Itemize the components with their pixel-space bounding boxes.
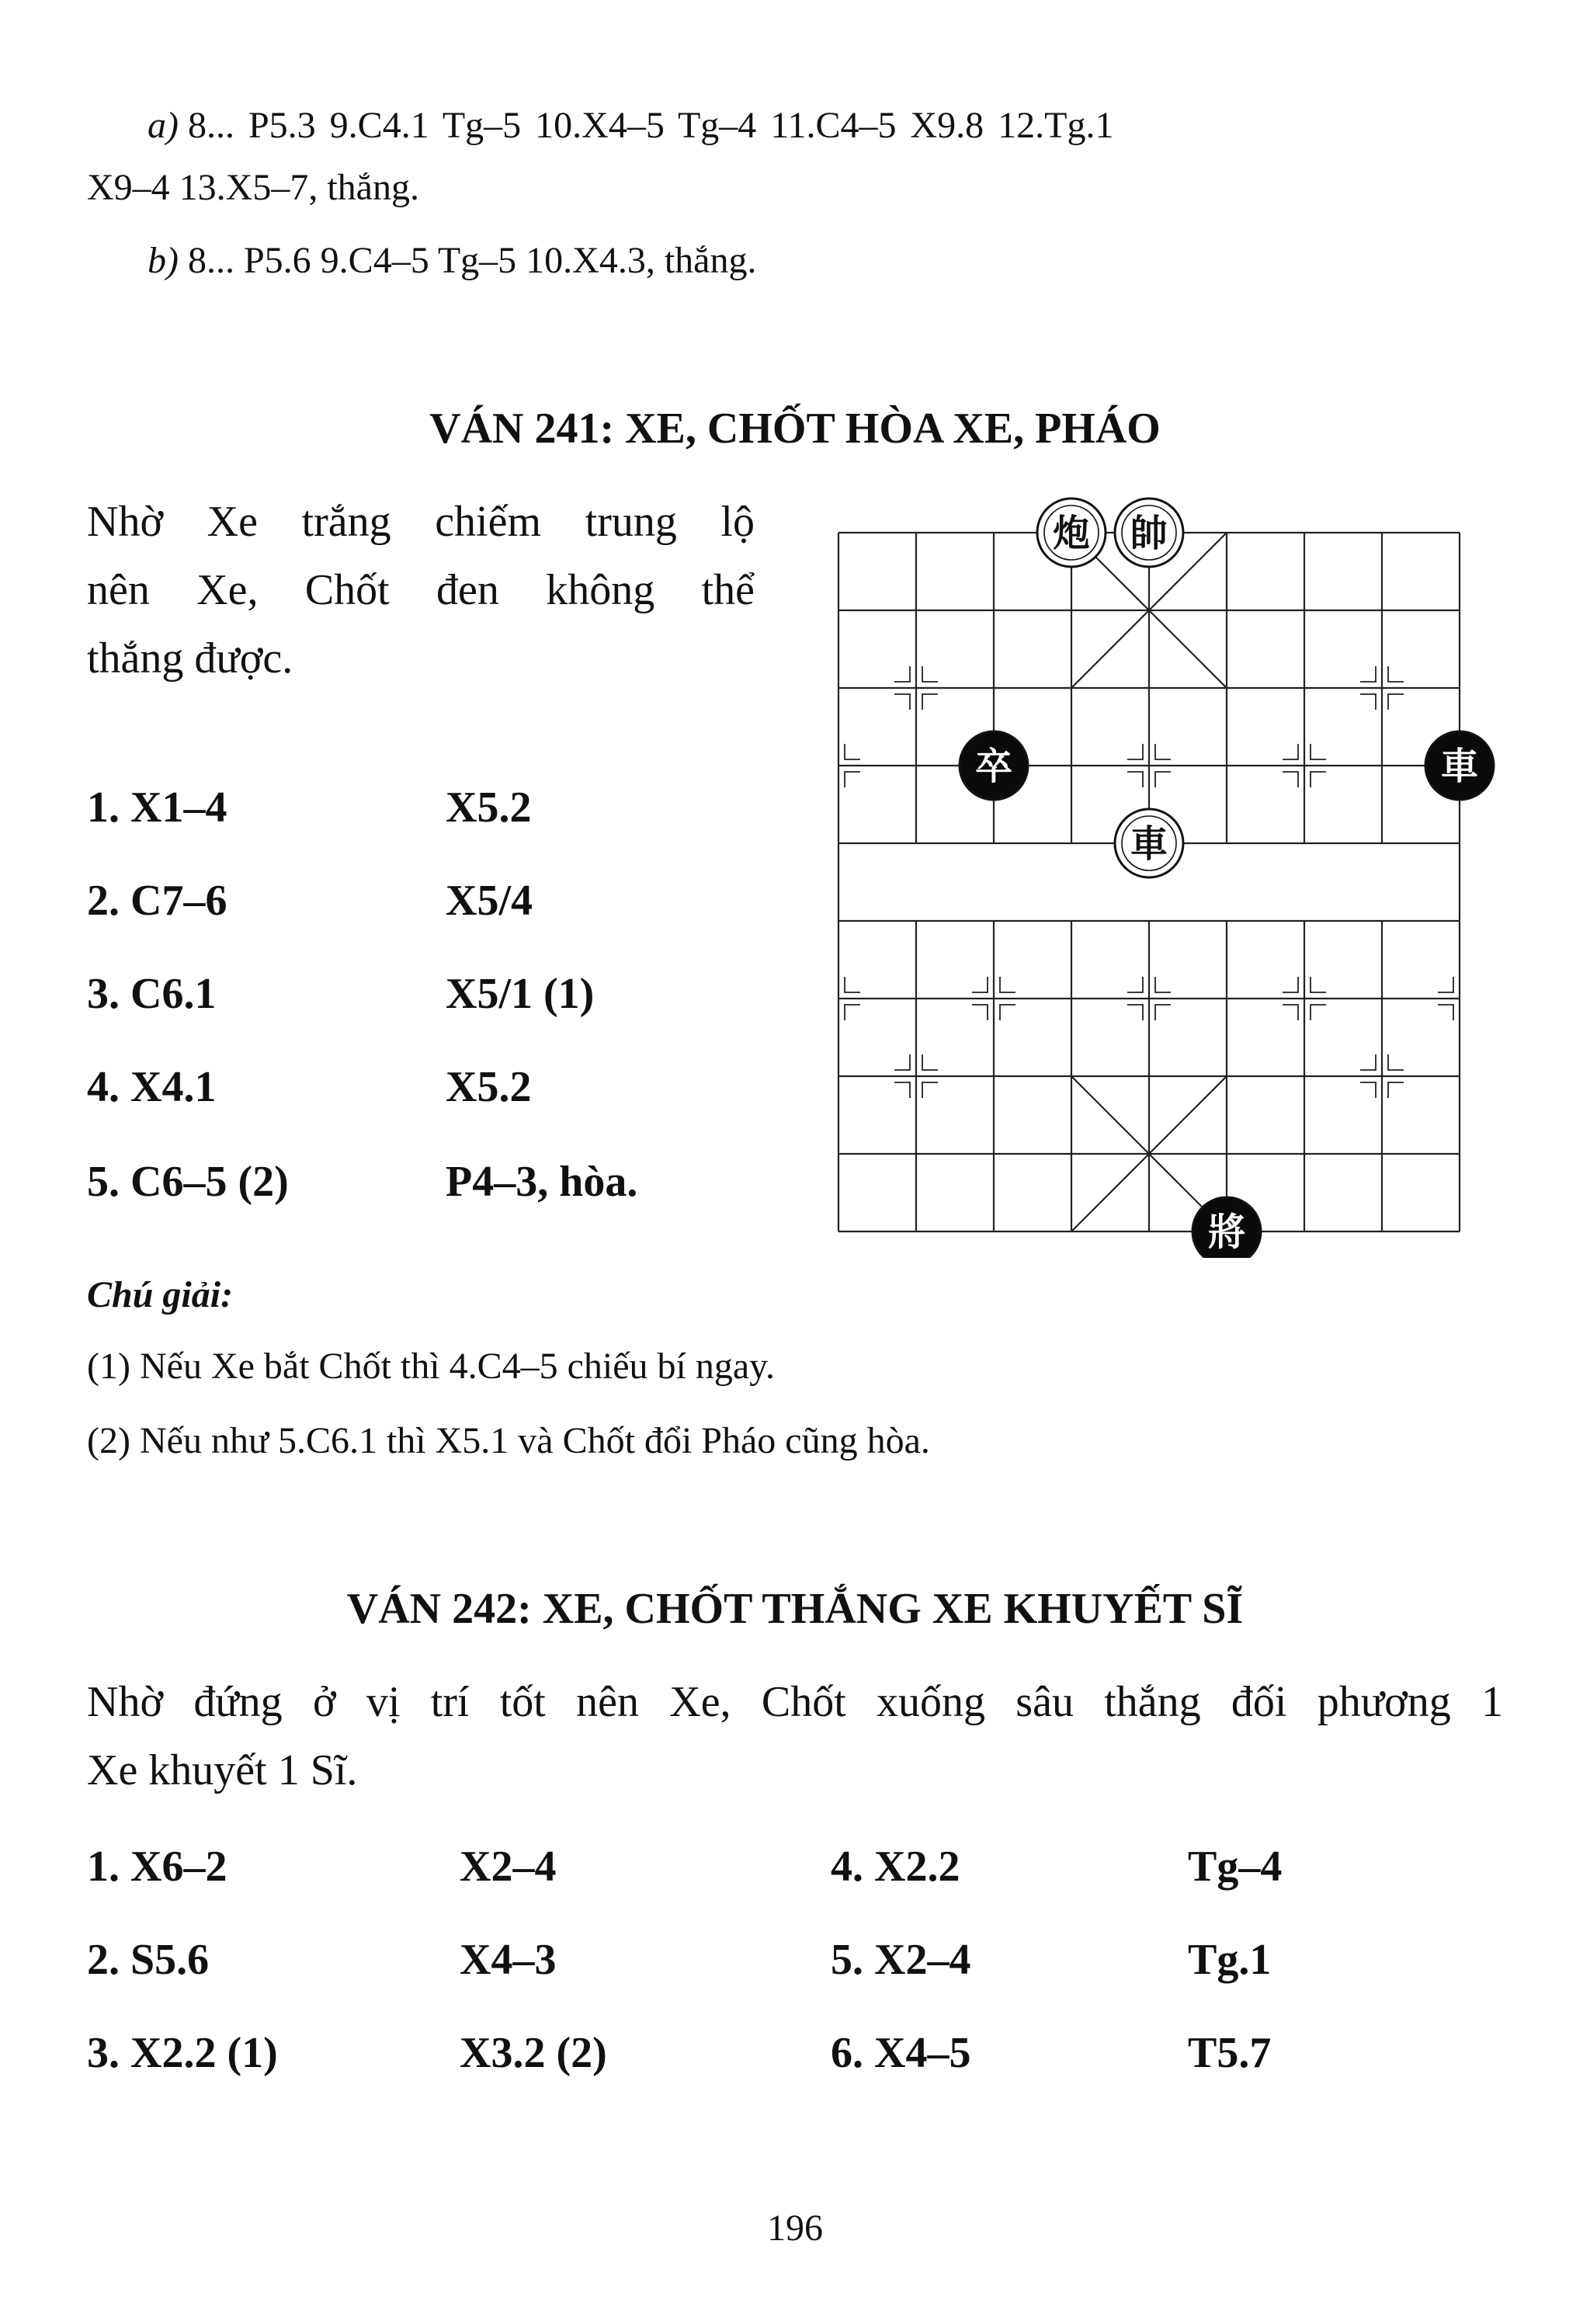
position-marker	[972, 1005, 988, 1020]
position-marker	[1283, 977, 1298, 992]
g242-move-3a: 3. X2.2 (1)	[87, 2029, 278, 2077]
variation-a-moves: 8... P5.3 9.C4.1 Tg–5 10.X4–5 Tg–4 11.C4–5 X9.8 12.Tg.1	[187, 105, 1114, 146]
g242-move-2b: X4–3	[460, 1936, 557, 1984]
position-marker	[1360, 694, 1376, 710]
position-marker	[894, 666, 910, 682]
game241-desc-line-1: Nhờ Xe trắng chiếm trung lộ	[87, 498, 755, 546]
g242-move-4b: Tg–4	[1188, 1843, 1283, 1891]
position-marker	[1127, 772, 1143, 787]
move-white-3: 3. C6.1	[87, 970, 217, 1018]
move-black-2: X5/4	[446, 877, 533, 925]
move-white-5: 5. C6–5 (2)	[87, 1158, 289, 1206]
position-marker	[1311, 977, 1326, 992]
position-marker	[1438, 1005, 1453, 1020]
position-marker	[1360, 1082, 1376, 1098]
variation-label-a: a)	[148, 105, 179, 146]
game241-desc-line-2: nên Xe, Chốt đen không thể	[87, 566, 755, 614]
g242-move-4a: 4. X2.2	[831, 1843, 960, 1891]
black-piece-glyph: 卒	[974, 745, 1013, 788]
position-marker	[1360, 1054, 1376, 1070]
position-marker	[1127, 1005, 1143, 1020]
position-marker	[922, 694, 938, 710]
move-black-5: P4–3, hòa.	[446, 1158, 638, 1206]
move-white-2: 2. C7–6	[87, 877, 227, 925]
black-piece-glyph: 車	[1440, 745, 1479, 788]
g242-move-6b: T5.7	[1188, 2029, 1272, 2077]
position-marker	[1155, 744, 1171, 759]
g242-move-1a: 1. X6–2	[87, 1843, 227, 1891]
position-marker	[1155, 1005, 1171, 1020]
intro-line-a1	[148, 104, 1113, 147]
move-black-4: X5.2	[446, 1063, 532, 1111]
position-marker	[894, 1082, 910, 1098]
g242-move-3b: X3.2 (2)	[460, 2029, 607, 2077]
g242-move-2a: 2. S5.6	[87, 1936, 210, 1984]
page-number: 196	[767, 2208, 823, 2249]
position-marker	[1283, 744, 1298, 759]
position-marker	[1438, 977, 1453, 992]
position-marker	[845, 1005, 860, 1020]
move-white-1: 1. X1–4	[87, 783, 227, 832]
position-marker	[1127, 977, 1143, 992]
position-marker	[1283, 1005, 1298, 1020]
position-marker	[1283, 772, 1298, 787]
intro-line-b	[148, 239, 756, 282]
position-marker	[972, 977, 988, 992]
position-marker	[1388, 694, 1404, 710]
position-marker	[1360, 666, 1376, 682]
white-piece-glyph: 炮	[1052, 512, 1091, 555]
intro-line-a2: X9–4 13.X5–7, thắng.	[87, 167, 419, 208]
g242-move-6a: 6. X4–5	[831, 2029, 971, 2077]
position-marker	[922, 666, 938, 682]
position-marker	[1388, 1082, 1404, 1098]
white-piece-glyph: 帥	[1130, 512, 1168, 555]
black-piece-glyph: 將	[1207, 1211, 1246, 1254]
white-piece-glyph: 車	[1130, 822, 1168, 866]
position-marker	[845, 744, 860, 759]
position-marker	[922, 1082, 938, 1098]
xiangqi-board	[823, 497, 1522, 1258]
game242-desc-line-1: Nhờ đứng ở vị trí tốt nên Xe, Chốt xuống sâu thắng đối phương 1	[87, 1678, 1503, 1726]
position-marker	[845, 772, 860, 787]
position-marker	[1311, 744, 1326, 759]
g242-move-5a: 5. X2–4	[831, 1936, 971, 1984]
position-marker	[1388, 666, 1404, 682]
move-black-1: X5.2	[446, 783, 532, 832]
position-marker	[1311, 772, 1326, 787]
position-marker	[922, 1054, 938, 1070]
position-marker	[845, 977, 860, 992]
game241-title: VÁN 241: XE, CHỐT HÒA XE, PHÁO	[429, 405, 1161, 453]
position-marker	[1155, 977, 1171, 992]
position-marker	[1311, 1005, 1326, 1020]
notes-title: Chú giải:	[87, 1274, 234, 1315]
note-2: (2) Nếu như 5.C6.1 thì X5.1 và Chốt đổi Pháo cũng hòa.	[87, 1420, 930, 1461]
g242-move-5b: Tg.1	[1188, 1936, 1272, 1984]
position-marker	[894, 694, 910, 710]
position-marker	[1000, 1005, 1015, 1020]
note-1: (1) Nếu Xe bắt Chốt thì 4.C4–5 chiếu bí ngay.	[87, 1346, 776, 1387]
position-marker	[1155, 772, 1171, 787]
position-marker	[894, 1054, 910, 1070]
move-black-3: X5/1 (1)	[446, 970, 595, 1018]
position-marker	[1000, 977, 1015, 992]
game241-desc-line-3: thắng được.	[87, 634, 293, 683]
g242-move-1b: X2–4	[460, 1843, 557, 1891]
position-marker	[1388, 1054, 1404, 1070]
variation-b-moves: 8... P5.6 9.C4–5 Tg–5 10.X4.3, thắng.	[187, 240, 757, 281]
variation-label-b: b)	[148, 240, 179, 281]
move-white-4: 4. X4.1	[87, 1063, 217, 1111]
game242-title: VÁN 242: XE, CHỐT THẮNG XE KHUYẾT SĨ	[346, 1585, 1244, 1633]
position-marker	[1127, 744, 1143, 759]
game242-desc-line-2: Xe khuyết 1 Sĩ.	[87, 1746, 358, 1794]
